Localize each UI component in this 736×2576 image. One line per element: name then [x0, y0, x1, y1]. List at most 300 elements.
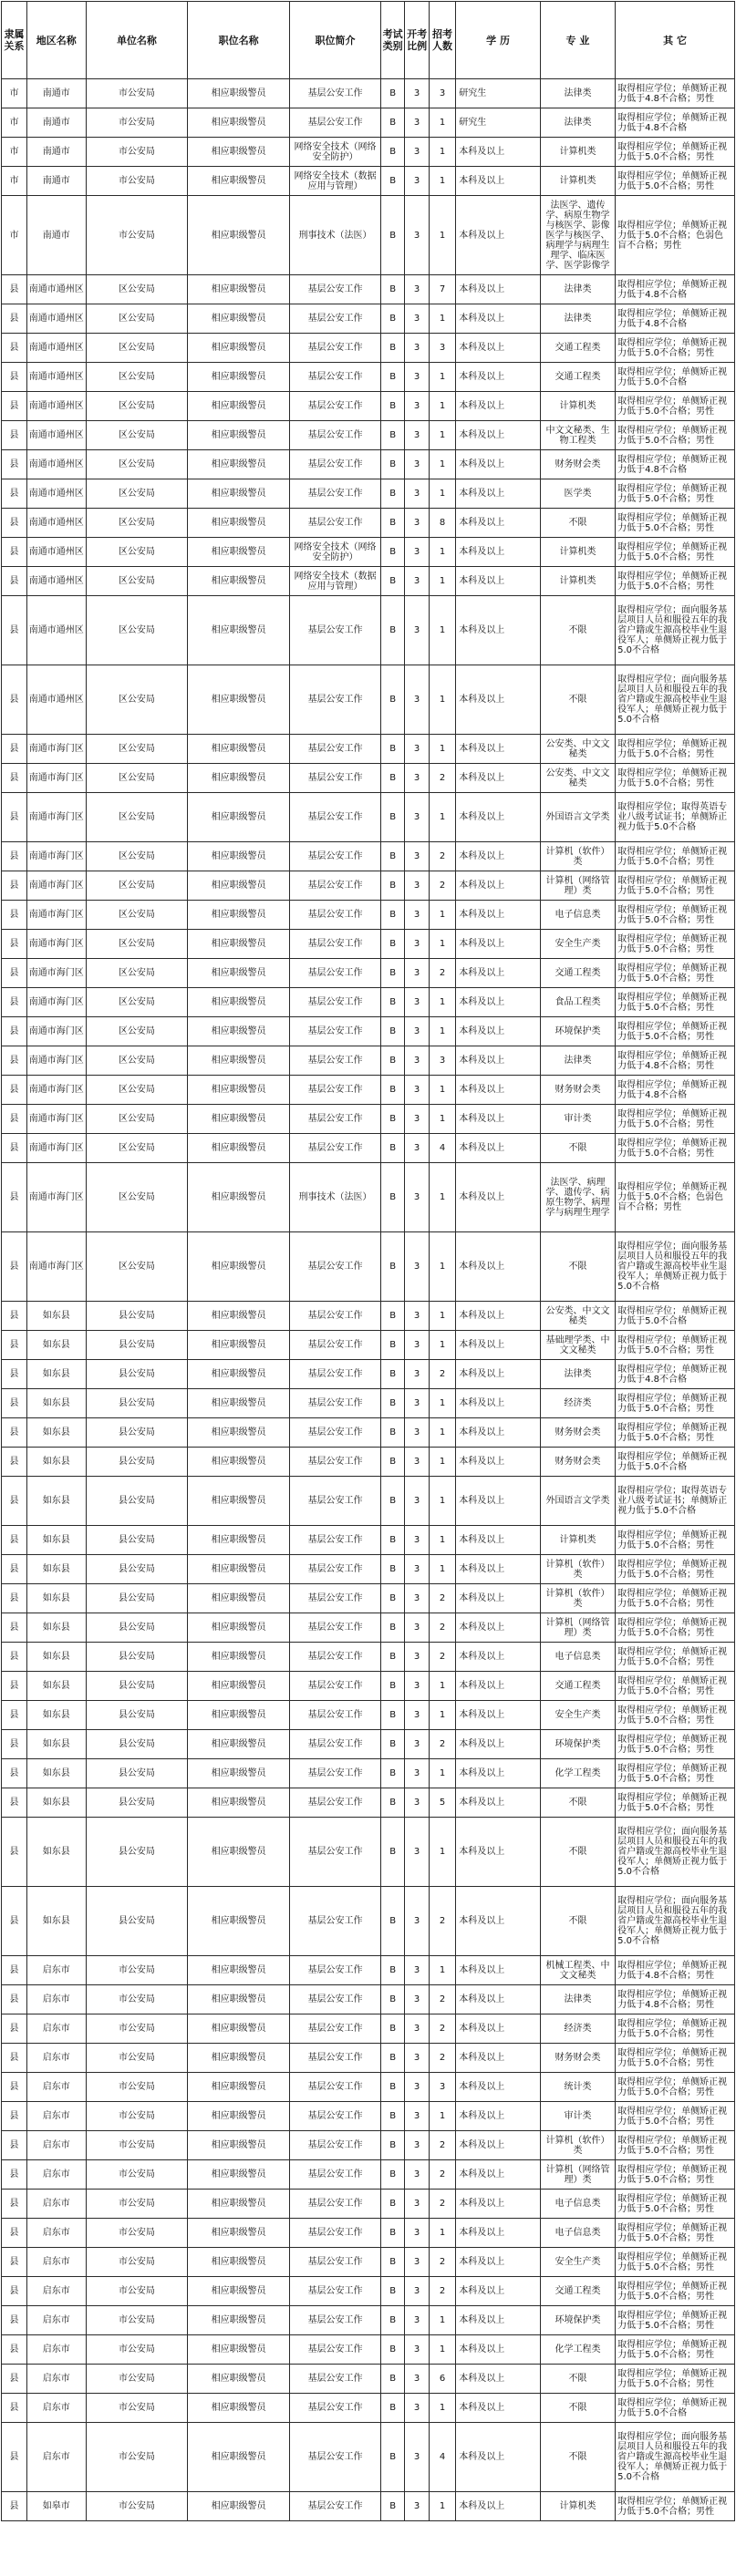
cell-count: 1: [429, 930, 455, 959]
cell-major: 交通工程类: [540, 334, 615, 363]
cell-edu: 本科及以上: [456, 567, 541, 596]
cell-affil: 县: [2, 735, 27, 764]
cell-region: 南通市通州区: [26, 334, 86, 363]
cell-exam: B: [380, 275, 404, 304]
cell-other: 取得相应学位；单侧矫正视力低于5.0不合格: [616, 2394, 735, 2423]
cell-affil: 市: [2, 79, 27, 108]
cell-major: 不限: [540, 665, 615, 735]
cell-position: 相应职级警员: [188, 79, 290, 108]
cell-region: 如东县: [26, 1584, 86, 1613]
cell-unit: 县公安局: [86, 1730, 188, 1759]
cell-edu: 本科及以上: [456, 1672, 541, 1701]
cell-major: 不限: [540, 1232, 615, 1302]
cell-major: 化学工程类: [540, 2335, 615, 2365]
cell-affil: 县: [2, 1818, 27, 1887]
table-row: [2, 1701, 735, 1730]
cell-ratio: 3: [405, 2014, 429, 2044]
cell-major: 电子信息类: [540, 2190, 615, 2219]
cell-ratio: 3: [405, 2044, 429, 2073]
cell-count: 1: [429, 1477, 455, 1526]
cell-ratio: 3: [405, 1788, 429, 1818]
cell-count: 1: [429, 421, 455, 450]
cell-other: 取得相应学位；单侧矫正视力低于4.8不合格: [616, 1360, 735, 1389]
cell-exam: B: [380, 1360, 404, 1389]
cell-major: 食品工程类: [540, 988, 615, 1017]
cell-count: 1: [429, 538, 455, 567]
cell-other: 取得相应学位；单侧矫正视力低于5.0不合格；男性: [616, 421, 735, 450]
cell-major: 经济类: [540, 1389, 615, 1418]
cell-region: 如东县: [26, 1448, 86, 1477]
cell-ratio: 3: [405, 871, 429, 901]
cell-intro: 基层公安工作: [290, 2394, 381, 2423]
cell-ratio: 3: [405, 1331, 429, 1360]
cell-unit: 市公安局: [86, 2073, 188, 2102]
cell-exam: B: [380, 959, 404, 988]
cell-edu: 本科及以上: [456, 1448, 541, 1477]
cell-region: 如东县: [26, 1360, 86, 1389]
cell-intro: 基层公安工作: [290, 1105, 381, 1134]
cell-unit: 区公安局: [86, 1046, 188, 1076]
cell-region: 如东县: [26, 1555, 86, 1584]
cell-major: 法医学、病理学、遗传学、病原生物学、病理学与病理生理学: [540, 1163, 615, 1232]
cell-exam: B: [380, 479, 404, 509]
table-row: [2, 1818, 735, 1887]
cell-unit: 市公安局: [86, 2492, 188, 2521]
cell-unit: 县公安局: [86, 1418, 188, 1448]
cell-unit: 市公安局: [86, 1985, 188, 2014]
cell-other: 取得相应学位；单侧矫正视力低于5.0不合格；男性: [616, 988, 735, 1017]
cell-ratio: 3: [405, 108, 429, 138]
cell-intro: 基层公安工作: [290, 2131, 381, 2160]
cell-ratio: 3: [405, 2423, 429, 2492]
cell-edu: 本科及以上: [456, 1163, 541, 1232]
cell-count: 2: [429, 2131, 455, 2160]
cell-position: 相应职级警员: [188, 2365, 290, 2394]
cell-position: 相应职级警员: [188, 901, 290, 930]
cell-unit: 区公安局: [86, 735, 188, 764]
cell-intro: 基层公安工作: [290, 1887, 381, 1956]
cell-edu: 本科及以上: [456, 334, 541, 363]
table-row: [2, 2131, 735, 2160]
cell-intro: 基层公安工作: [290, 1759, 381, 1788]
cell-ratio: 3: [405, 1759, 429, 1788]
cell-affil: 县: [2, 596, 27, 665]
cell-affil: 县: [2, 1163, 27, 1232]
cell-affil: 县: [2, 275, 27, 304]
table-row: [2, 2219, 735, 2248]
cell-exam: B: [380, 2365, 404, 2394]
cell-exam: B: [380, 1887, 404, 1956]
cell-ratio: 3: [405, 764, 429, 793]
cell-intro: 基层公安工作: [290, 988, 381, 1017]
cell-ratio: 3: [405, 2365, 429, 2394]
cell-ratio: 3: [405, 167, 429, 196]
cell-other: 取得相应学位；单侧矫正视力低于4.8不合格；男性: [616, 1956, 735, 1985]
cell-unit: 市公安局: [86, 2190, 188, 2219]
cell-ratio: 3: [405, 1643, 429, 1672]
table-row: [2, 2014, 735, 2044]
cell-count: 1: [429, 392, 455, 421]
cell-affil: 县: [2, 1017, 27, 1046]
cell-region: 启东市: [26, 2423, 86, 2492]
cell-major: 机械工程类、中文文秘类: [540, 1956, 615, 1985]
table-row: [2, 1956, 735, 1985]
header-row: [2, 2, 735, 79]
header-intro: 职位简介: [290, 2, 381, 79]
recruitment-table: [1, 1, 735, 2521]
cell-major: 计算机类: [540, 392, 615, 421]
cell-ratio: 3: [405, 1448, 429, 1477]
cell-edu: 本科及以上: [456, 2492, 541, 2521]
cell-intro: 网络安全技术（网络安全防护）: [290, 538, 381, 567]
cell-exam: B: [380, 665, 404, 735]
cell-unit: 市公安局: [86, 2277, 188, 2306]
table-row: [2, 1730, 735, 1759]
cell-region: 启东市: [26, 2248, 86, 2277]
cell-major: 法律类: [540, 108, 615, 138]
cell-unit: 区公安局: [86, 793, 188, 842]
cell-ratio: 3: [405, 665, 429, 735]
cell-intro: 基层公安工作: [290, 930, 381, 959]
cell-count: 1: [429, 450, 455, 479]
cell-unit: 区公安局: [86, 930, 188, 959]
cell-position: 相应职级警员: [188, 1477, 290, 1526]
cell-other: 取得相应学位；单侧矫正视力低于5.0不合格: [616, 1302, 735, 1331]
cell-intro: 基层公安工作: [290, 1389, 381, 1418]
cell-exam: B: [380, 1046, 404, 1076]
cell-edu: 本科及以上: [456, 450, 541, 479]
cell-other: 取得相应学位；面向服务基层项目人员和服役五年的我省户籍或生源高校毕业生退役军人；单侧矫正视力低于5.0不合格: [616, 1887, 735, 1956]
cell-position: 相应职级警员: [188, 1672, 290, 1701]
cell-position: 相应职级警员: [188, 304, 290, 334]
cell-affil: 县: [2, 2335, 27, 2365]
table-row: [2, 1672, 735, 1701]
cell-intro: 基层公安工作: [290, 1643, 381, 1672]
cell-ratio: 3: [405, 1526, 429, 1555]
cell-exam: B: [380, 1613, 404, 1643]
cell-other: 取得相应学位；单侧矫正视力低于5.0不合格；男性: [616, 1584, 735, 1613]
cell-affil: 县: [2, 764, 27, 793]
cell-region: 启东市: [26, 2365, 86, 2394]
table-row: [2, 1163, 735, 1232]
cell-ratio: 3: [405, 1477, 429, 1526]
cell-count: 1: [429, 1163, 455, 1232]
cell-edu: 本科及以上: [456, 2248, 541, 2277]
table-row: [2, 2394, 735, 2423]
table-row: [2, 1584, 735, 1613]
cell-other: 取得相应学位；取得英语专业八级考试证书；单侧矫正视力低于5.0不合格: [616, 793, 735, 842]
cell-unit: 区公安局: [86, 596, 188, 665]
cell-intro: 刑事技术（法医）: [290, 1163, 381, 1232]
cell-unit: 县公安局: [86, 1448, 188, 1477]
cell-other: 取得相应学位；单侧矫正视力低于5.0不合格；男性: [616, 2306, 735, 2335]
cell-edu: 本科及以上: [456, 735, 541, 764]
cell-major: 法医学、遗传学、病原生物学与核医学、影像医学与核医学、病理学与病理生理学、临床医学、医学影像学: [540, 196, 615, 275]
cell-major: 计算机（软件）类: [540, 1555, 615, 1584]
cell-other: 取得相应学位；单侧矫正视力低于5.0不合格；男性: [616, 930, 735, 959]
cell-count: 1: [429, 901, 455, 930]
cell-ratio: 3: [405, 1105, 429, 1134]
cell-position: 相应职级警员: [188, 842, 290, 871]
cell-position: 相应职级警员: [188, 1788, 290, 1818]
cell-affil: 县: [2, 2073, 27, 2102]
cell-ratio: 3: [405, 538, 429, 567]
cell-affil: 县: [2, 1613, 27, 1643]
cell-unit: 区公安局: [86, 764, 188, 793]
cell-unit: 区公安局: [86, 1076, 188, 1105]
cell-edu: 本科及以上: [456, 665, 541, 735]
cell-region: 如东县: [26, 1701, 86, 1730]
cell-position: 相应职级警员: [188, 1818, 290, 1887]
cell-ratio: 3: [405, 2248, 429, 2277]
cell-count: 1: [429, 2492, 455, 2521]
cell-position: 相应职级警员: [188, 1956, 290, 1985]
cell-other: 取得相应学位；单侧矫正视力低于5.0不合格；男性: [616, 1730, 735, 1759]
cell-edu: 本科及以上: [456, 1389, 541, 1418]
cell-other: 取得相应学位；单侧矫正视力低于5.0不合格；男性: [616, 842, 735, 871]
cell-region: 启东市: [26, 2014, 86, 2044]
cell-other: 取得相应学位；单侧矫正视力低于5.0不合格；男性: [616, 2492, 735, 2521]
cell-other: 取得相应学位；面向服务基层项目人员和服役五年的我省户籍或生源高校毕业生退役军人；单侧矫正视力低于5.0不合格: [616, 1232, 735, 1302]
cell-major: 电子信息类: [540, 901, 615, 930]
cell-ratio: 3: [405, 363, 429, 392]
cell-edu: 本科及以上: [456, 901, 541, 930]
cell-edu: 本科及以上: [456, 1046, 541, 1076]
cell-ratio: 3: [405, 275, 429, 304]
cell-other: 取得相应学位；单侧矫正视力低于5.0不合格；男性: [616, 901, 735, 930]
cell-position: 相应职级警员: [188, 1448, 290, 1477]
cell-major: 审计类: [540, 2102, 615, 2131]
table-row: [2, 275, 735, 304]
cell-exam: B: [380, 138, 404, 167]
cell-intro: 基层公安工作: [290, 1956, 381, 1985]
cell-region: 南通市: [26, 196, 86, 275]
cell-count: 1: [429, 304, 455, 334]
cell-major: 交通工程类: [540, 1672, 615, 1701]
cell-count: 1: [429, 108, 455, 138]
cell-count: 2: [429, 871, 455, 901]
cell-ratio: 3: [405, 842, 429, 871]
cell-intro: 基层公安工作: [290, 392, 381, 421]
cell-exam: B: [380, 1232, 404, 1302]
cell-intro: 基层公安工作: [290, 1134, 381, 1163]
table-row: [2, 108, 735, 138]
cell-major: 安全生产类: [540, 2248, 615, 2277]
cell-region: 如东县: [26, 1302, 86, 1331]
cell-count: 1: [429, 2335, 455, 2365]
cell-region: 南通市通州区: [26, 596, 86, 665]
cell-region: 南通市通州区: [26, 304, 86, 334]
cell-ratio: 3: [405, 988, 429, 1017]
cell-affil: 县: [2, 2306, 27, 2335]
cell-unit: 区公安局: [86, 665, 188, 735]
cell-intro: 基层公安工作: [290, 108, 381, 138]
cell-edu: 本科及以上: [456, 1331, 541, 1360]
cell-intro: 基层公安工作: [290, 1526, 381, 1555]
cell-unit: 区公安局: [86, 567, 188, 596]
cell-unit: 市公安局: [86, 2335, 188, 2365]
cell-position: 相应职级警员: [188, 1555, 290, 1584]
table-row: [2, 1643, 735, 1672]
cell-affil: 县: [2, 392, 27, 421]
cell-major: 计算机类: [540, 538, 615, 567]
cell-other: 取得相应学位；面向服务基层项目人员和服役五年的我省户籍或生源高校毕业生退役军人；单侧矫正视力低于5.0不合格: [616, 2423, 735, 2492]
cell-count: 1: [429, 1076, 455, 1105]
cell-intro: 基层公安工作: [290, 1046, 381, 1076]
cell-count: 1: [429, 2102, 455, 2131]
cell-region: 启东市: [26, 2160, 86, 2190]
cell-position: 相应职级警员: [188, 567, 290, 596]
cell-major: 公安类、中文文秘类: [540, 764, 615, 793]
cell-unit: 县公安局: [86, 1818, 188, 1887]
cell-exam: B: [380, 1448, 404, 1477]
cell-position: 相应职级警员: [188, 275, 290, 304]
cell-intro: 基层公安工作: [290, 1584, 381, 1613]
table-row: [2, 1477, 735, 1526]
cell-unit: 区公安局: [86, 871, 188, 901]
cell-edu: 本科及以上: [456, 1418, 541, 1448]
cell-region: 启东市: [26, 2335, 86, 2365]
cell-edu: 本科及以上: [456, 1584, 541, 1613]
table-row: [2, 930, 735, 959]
cell-position: 相应职级警员: [188, 1232, 290, 1302]
cell-other: 取得相应学位；取得英语专业八级考试证书；单侧矫正视力低于5.0不合格: [616, 1477, 735, 1526]
cell-region: 南通市海门区: [26, 1017, 86, 1046]
cell-other: 取得相应学位；单侧矫正视力低于5.0不合格；男性: [616, 2131, 735, 2160]
cell-count: 1: [429, 1526, 455, 1555]
cell-unit: 区公安局: [86, 304, 188, 334]
cell-other: 取得相应学位；单侧矫正视力低于5.0不合格；男性: [616, 2190, 735, 2219]
cell-position: 相应职级警员: [188, 138, 290, 167]
cell-other: 取得相应学位；单侧矫正视力低于5.0不合格；男性: [616, 167, 735, 196]
cell-edu: 本科及以上: [456, 1555, 541, 1584]
cell-affil: 县: [2, 1448, 27, 1477]
cell-region: 如东县: [26, 1759, 86, 1788]
cell-other: 取得相应学位；单侧矫正视力低于5.0不合格；男性: [616, 138, 735, 167]
header-major: 专 业: [540, 2, 615, 79]
cell-region: 南通市海门区: [26, 988, 86, 1017]
table-row: [2, 304, 735, 334]
cell-region: 南通市海门区: [26, 1134, 86, 1163]
table-row: [2, 538, 735, 567]
cell-major: 财务财会类: [540, 1076, 615, 1105]
cell-unit: 市公安局: [86, 2014, 188, 2044]
cell-affil: 县: [2, 1643, 27, 1672]
cell-major: 计算机（软件）类: [540, 842, 615, 871]
cell-edu: 本科及以上: [456, 196, 541, 275]
cell-region: 南通市海门区: [26, 1105, 86, 1134]
cell-edu: 本科及以上: [456, 304, 541, 334]
cell-position: 相应职级警员: [188, 596, 290, 665]
cell-position: 相应职级警员: [188, 1331, 290, 1360]
cell-count: 2: [429, 1887, 455, 1956]
cell-other: 取得相应学位；单侧矫正视力低于4.8不合格: [616, 1076, 735, 1105]
cell-count: 1: [429, 1701, 455, 1730]
cell-edu: 本科及以上: [456, 1730, 541, 1759]
cell-major: 计算机类: [540, 1526, 615, 1555]
cell-other: 取得相应学位；单侧矫正视力低于5.0不合格；男性: [616, 479, 735, 509]
cell-exam: B: [380, 2394, 404, 2423]
cell-affil: 县: [2, 2044, 27, 2073]
cell-exam: B: [380, 1701, 404, 1730]
table-row: [2, 1076, 735, 1105]
cell-unit: 市公安局: [86, 1956, 188, 1985]
cell-edu: 本科及以上: [456, 1232, 541, 1302]
cell-ratio: 3: [405, 930, 429, 959]
cell-unit: 县公安局: [86, 1331, 188, 1360]
cell-other: 取得相应学位；单侧矫正视力低于5.0不合格；男性: [616, 1389, 735, 1418]
cell-other: 取得相应学位；单侧矫正视力低于5.0不合格；男性: [616, 1555, 735, 1584]
cell-region: 南通市通州区: [26, 450, 86, 479]
cell-unit: 市公安局: [86, 2394, 188, 2423]
cell-region: 如东县: [26, 1389, 86, 1418]
cell-count: 2: [429, 2044, 455, 2073]
cell-major: 不限: [540, 1134, 615, 1163]
cell-region: 南通市通州区: [26, 665, 86, 735]
cell-ratio: 3: [405, 2306, 429, 2335]
cell-unit: 区公安局: [86, 959, 188, 988]
cell-position: 相应职级警员: [188, 1985, 290, 2014]
cell-edu: 本科及以上: [456, 2365, 541, 2394]
cell-exam: B: [380, 1555, 404, 1584]
cell-region: 如东县: [26, 1526, 86, 1555]
table-row: [2, 1105, 735, 1134]
cell-other: 取得相应学位；单侧矫正视力低于5.0不合格；男性: [616, 2365, 735, 2394]
cell-intro: 基层公安工作: [290, 1985, 381, 2014]
cell-region: 启东市: [26, 2073, 86, 2102]
header-affil: 隶属关系: [2, 2, 27, 79]
cell-ratio: 3: [405, 2131, 429, 2160]
cell-exam: B: [380, 1331, 404, 1360]
cell-intro: 基层公安工作: [290, 1017, 381, 1046]
cell-position: 相应职级警员: [188, 1759, 290, 1788]
cell-ratio: 3: [405, 596, 429, 665]
cell-exam: B: [380, 304, 404, 334]
cell-intro: 基层公安工作: [290, 901, 381, 930]
cell-exam: B: [380, 1956, 404, 1985]
cell-major: 基础理学类、中文文秘类: [540, 1331, 615, 1360]
cell-count: 8: [429, 509, 455, 538]
cell-position: 相应职级警员: [188, 2102, 290, 2131]
cell-unit: 市公安局: [86, 2102, 188, 2131]
cell-major: 法律类: [540, 304, 615, 334]
cell-other: 取得相应学位；单侧矫正视力低于5.0不合格；男性: [616, 1331, 735, 1360]
cell-count: 2: [429, 2160, 455, 2190]
cell-ratio: 3: [405, 392, 429, 421]
cell-exam: B: [380, 1134, 404, 1163]
cell-exam: B: [380, 1759, 404, 1788]
cell-exam: B: [380, 764, 404, 793]
cell-other: 取得相应学位；单侧矫正视力低于5.0不合格；男性: [616, 871, 735, 901]
cell-intro: 基层公安工作: [290, 2306, 381, 2335]
cell-position: 相应职级警员: [188, 988, 290, 1017]
cell-region: 如东县: [26, 1418, 86, 1448]
cell-region: 南通市通州区: [26, 479, 86, 509]
cell-edu: 本科及以上: [456, 2219, 541, 2248]
cell-region: 如东县: [26, 1788, 86, 1818]
cell-unit: 县公安局: [86, 1672, 188, 1701]
cell-count: 1: [429, 567, 455, 596]
cell-count: 2: [429, 842, 455, 871]
cell-intro: 基层公安工作: [290, 1302, 381, 1331]
table-row: [2, 1448, 735, 1477]
cell-intro: 基层公安工作: [290, 1076, 381, 1105]
cell-major: 不限: [540, 1887, 615, 1956]
cell-major: 交通工程类: [540, 2277, 615, 2306]
cell-major: 公安类、中文文秘类: [540, 735, 615, 764]
table-row: [2, 567, 735, 596]
cell-affil: 县: [2, 1477, 27, 1526]
